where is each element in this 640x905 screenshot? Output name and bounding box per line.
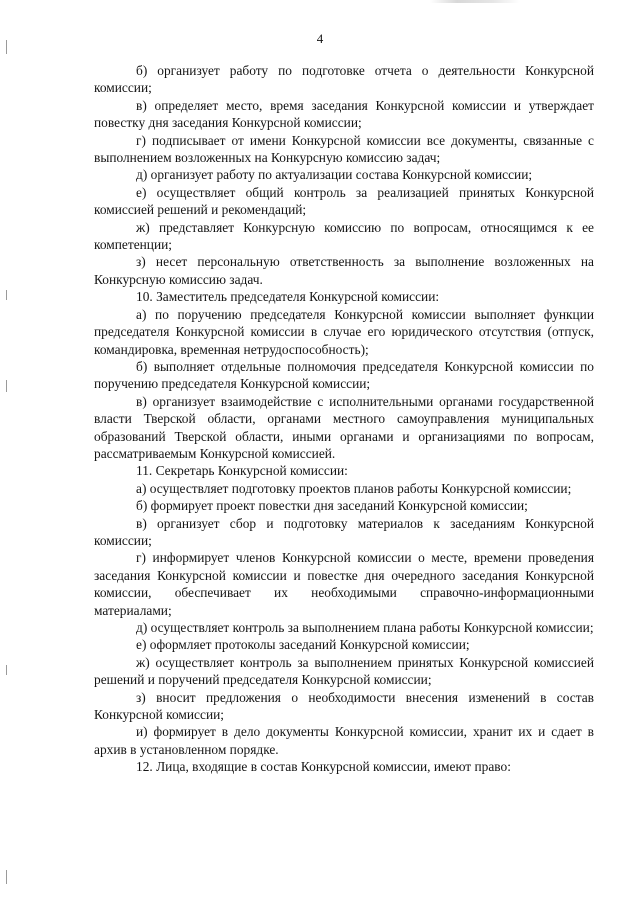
paragraph: г) подписывает от имени Конкурсной комиссии все документы, связанные с выполнением возложенных на Конкурсную комиссию задач; bbox=[94, 132, 594, 166]
page-number: 4 bbox=[316, 31, 324, 46]
paragraph: ж) представляет Конкурсную комиссию по вопросам, относящимся к ее компетенции; bbox=[94, 219, 594, 253]
document-body bbox=[94, 62, 594, 776]
section-heading-10: 10. Заместитель председателя Конкурсной комиссии: bbox=[136, 289, 440, 305]
paragraph: в) организует взаимодействие с исполнительными органами государственной власти Тверской области, органами местного самоуправления муниципальных образований Тверской области, иными органами и организациями по вопросам, рассматриваемым Конкурсной комиссией. bbox=[94, 393, 594, 461]
paragraph: и) формирует в дело документы Конкурсной комиссии, хранит их и сдает в архив в установленном порядке. bbox=[94, 724, 594, 757]
paragraph: в) организует сбор и подготовку материалов к заседаниям Конкурсной комиссии; bbox=[94, 515, 594, 548]
scan-artifact-margin bbox=[6, 870, 7, 884]
paragraph: з) вносит предложения о необходимости внесения изменений в состав Конкурсной комиссии; bbox=[94, 689, 594, 723]
paragraph: в) определяет место, время заседания Конкурсной комиссии и утверждает повестку дня заседания Конкурсной комиссии; bbox=[94, 97, 594, 131]
paragraph: а) осуществляет подготовку проектов планов работы Конкурсной комиссии; bbox=[136, 480, 572, 496]
paragraph: ж) осуществляет контроль за выполнением принятых Конкурсной комиссией решений и поручений председателя Конкурсной комиссии; bbox=[94, 654, 594, 688]
paragraph: д) осуществляет контроль за выполнением плана работы Конкурсной комиссии; bbox=[136, 620, 594, 635]
paragraph: д) организует работу по актуализации состава Конкурсной комиссии; bbox=[136, 167, 533, 183]
paragraph: б) организует работу по подготовке отчета о деятельности Конкурсной комиссии; bbox=[94, 63, 594, 96]
scan-artifact-margin bbox=[6, 380, 7, 392]
paragraph: з) несет персональную ответственность за выполнение возложенных на Конкурсную комиссию задач. bbox=[94, 254, 594, 287]
scan-artifact-margin bbox=[6, 665, 7, 675]
paragraph: г) информирует членов Конкурсной комиссии о месте, времени проведения заседания Конкурсной комиссии и повестке дня очередного заседания Конкурсной комиссии, обеспечивает их необходимыми справочно-информационными материалами; bbox=[94, 550, 594, 618]
paragraph: б) выполняет отдельные полномочия председателя Конкурсной комиссии по поручению председателя Конкурсной комиссии; bbox=[94, 358, 594, 392]
paragraph: а) по поручению председателя Конкурсной комиссии выполняет функции председателя Конкурсной комиссии в случае его юридического отсутствия (отпуск, командировка, временная нетрудоспособность); bbox=[94, 306, 594, 357]
paragraph: е) оформляет протоколы заседаний Конкурсной комиссии; bbox=[136, 637, 470, 653]
paragraph: б) формирует проект повестки дня заседаний Конкурсной комиссии; bbox=[136, 498, 528, 514]
section-heading-11: 11. Секретарь Конкурсной комиссии: bbox=[136, 463, 348, 479]
section-heading-12: 12. Лица, входящие в состав Конкурсной комиссии, имеют право: bbox=[136, 759, 511, 775]
scan-artifact-top bbox=[430, 0, 520, 3]
paragraph: е) осуществляет общий контроль за реализацией принятых Конкурсной комиссией решений и рекомендаций; bbox=[94, 184, 594, 218]
scan-artifact-margin bbox=[6, 290, 7, 300]
